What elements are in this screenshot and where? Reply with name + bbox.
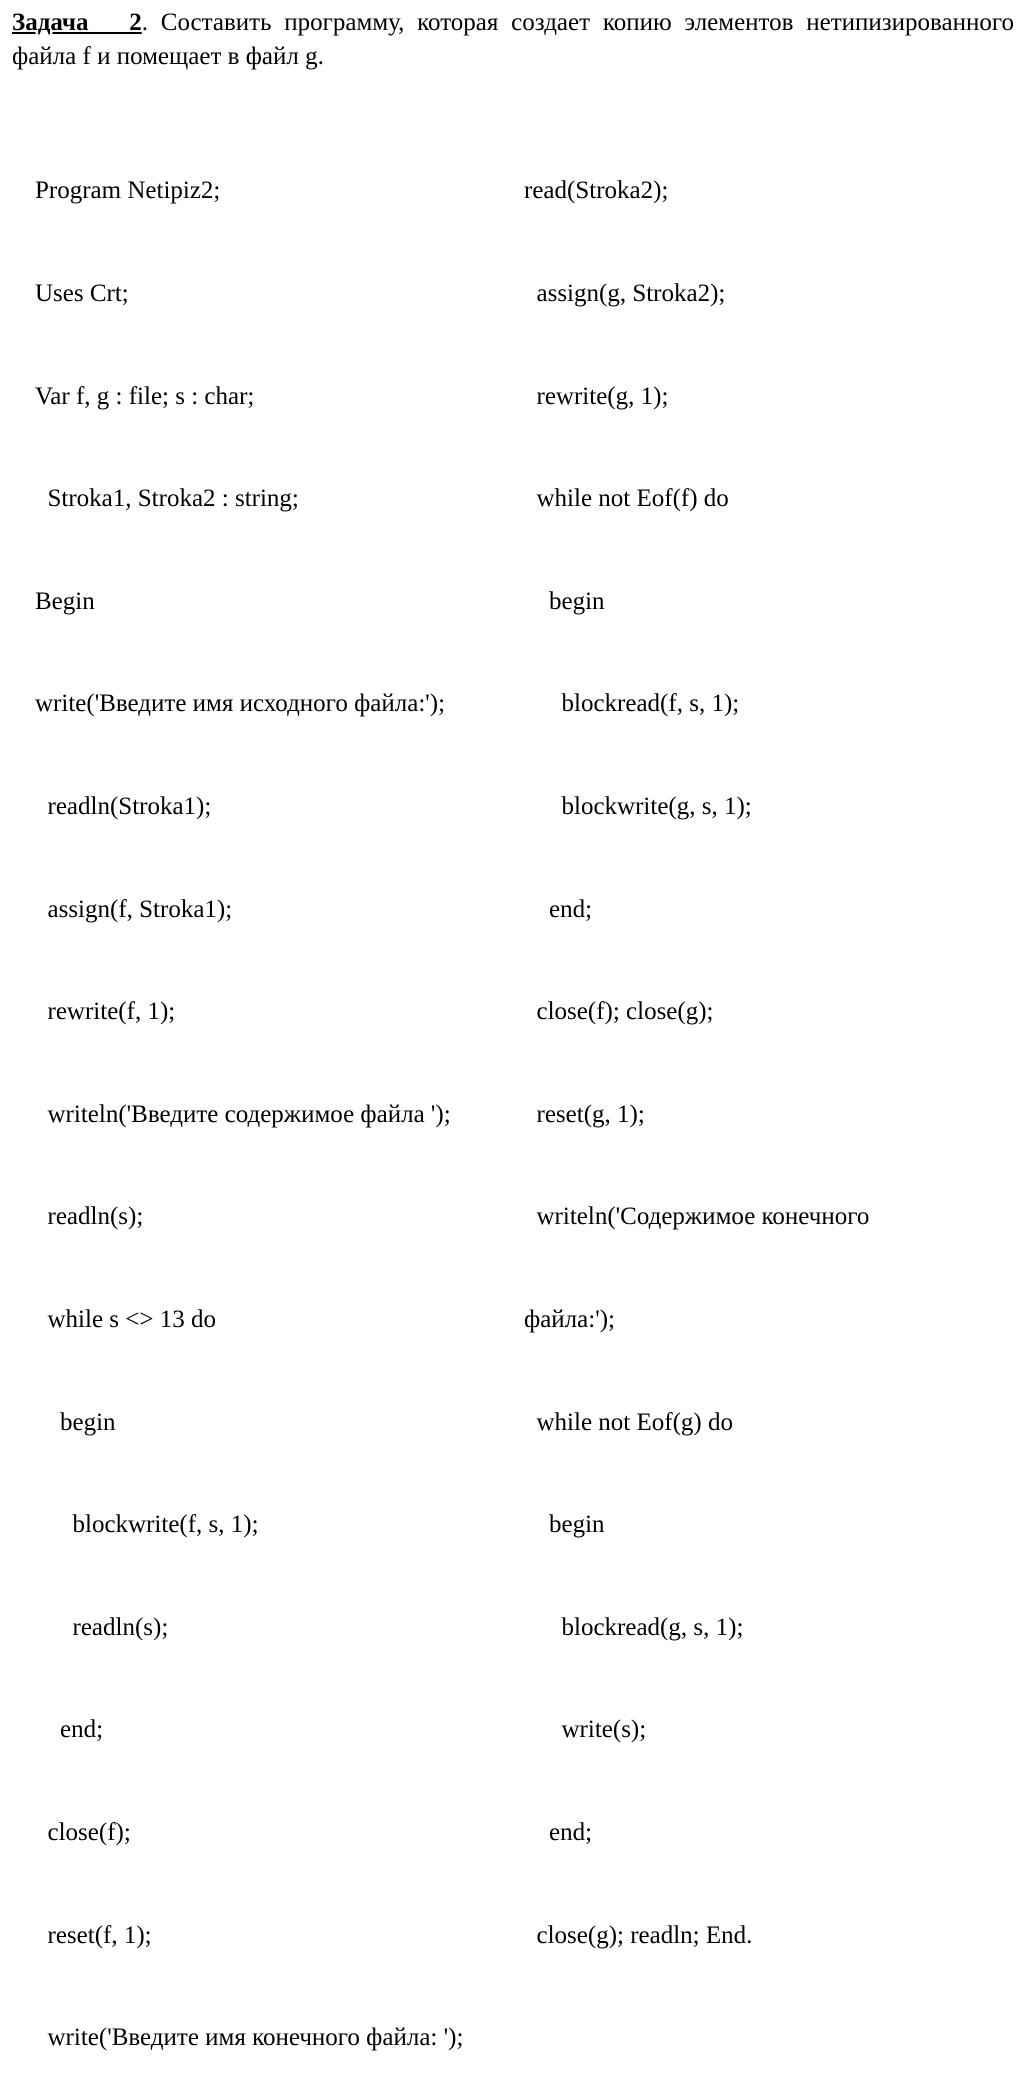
- code-column-left: [35, 106, 463, 2089]
- code-line: rewrite(g, 1);: [524, 382, 669, 410]
- code-line: blockread(g, s, 1);: [524, 1613, 744, 1641]
- code-line: rewrite(f, 1);: [35, 998, 176, 1026]
- code-line: Begin: [35, 587, 95, 615]
- task-statement: [12, 6, 1014, 74]
- code-line: read(Stroka2);: [524, 177, 669, 205]
- code-line: while s <> 13 do: [35, 1305, 216, 1333]
- code-line: begin: [524, 587, 605, 615]
- code-line: assign(f, Stroka1);: [35, 895, 233, 923]
- code-line: reset(g, 1);: [524, 1100, 645, 1128]
- code-line: begin: [35, 1408, 116, 1436]
- code-column-right: [524, 106, 869, 1987]
- code-line: readln(s);: [35, 1613, 169, 1641]
- code-line: writeln('Введите содержимое файла ');: [35, 1100, 451, 1128]
- code-line: close(f);: [35, 1818, 131, 1846]
- code-line: readln(s);: [35, 1203, 144, 1231]
- code-line: while not Eof(f) do: [524, 485, 729, 513]
- code-line: write('Введите имя конечного файла: ');: [35, 2024, 464, 2052]
- code-line: assign(g, Stroka2);: [524, 280, 726, 307]
- code-line: close(g); readln; End.: [524, 1921, 753, 1949]
- code-line: blockwrite(g, s, 1);: [524, 792, 752, 820]
- code-line: reset(f, 1);: [35, 1921, 152, 1949]
- code-line: end;: [35, 1716, 104, 1744]
- code-line: blockread(f, s, 1);: [524, 690, 740, 718]
- code-line: Uses Crt;: [35, 280, 129, 307]
- code-line: while not Eof(g) do: [524, 1408, 733, 1436]
- code-line: write('Введите имя исходного файла:');: [35, 690, 446, 718]
- code-line: Stroka1, Stroka2 : string;: [35, 485, 299, 513]
- code-line: файла:');: [524, 1305, 615, 1333]
- code-line: begin: [524, 1511, 605, 1539]
- code-line: Program Netipiz2;: [35, 177, 221, 205]
- code-line: blockwrite(f, s, 1);: [35, 1511, 259, 1539]
- code-line: close(f); close(g);: [524, 998, 714, 1026]
- code-line: end;: [524, 1818, 593, 1846]
- code-line: write(s);: [524, 1716, 647, 1744]
- code-line: writeln('Содержимое конечного: [524, 1203, 870, 1231]
- task-label: Задача 2: [12, 9, 142, 36]
- task-text: . Составить программу, которая создает копию элементов нетипизированного файла f и помещает в файл g.: [12, 9, 1014, 70]
- code-line: Var f, g : file; s : char;: [35, 382, 255, 410]
- code-line: readln(Stroka1);: [35, 792, 212, 820]
- code-line: end;: [524, 895, 593, 923]
